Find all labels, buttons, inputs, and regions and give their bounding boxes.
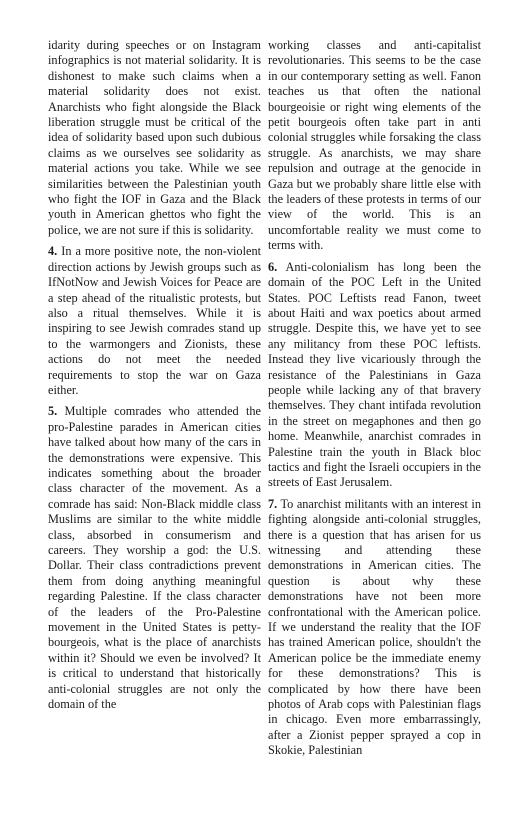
paragraph-6: [268, 260, 481, 491]
paragraph-7: [268, 497, 481, 759]
paragraph-continuation: [268, 38, 481, 254]
paragraph-text: In a more positive note, the non-violent direction actions by Jewish groups such as IfNotNow and Jewish Voices for Peace are a step ahead of the ritualistic protests, but also a ritual themselves. While it is inspiring to see Jewish comrades stand up to the warmongers and Zionists, these actions do not meet the needed requirements to stop the war on Gaza either.: [48, 244, 262, 397]
paragraph-number: 6.: [268, 259, 278, 274]
left-column: [48, 38, 261, 718]
paragraph-5: [48, 404, 261, 712]
paragraph-text: Multiple comrades who attended the pro-Palestine parades in American cities have talked about how many of the cars in the demonstrations were expensive. This indicates something about the broader class character of the movement. As a comrade has said: Non-Black middle class Muslims are similar to the white middle class, absorbed in consumerism and careers. They worship a god: the U.S. Dollar. Their class contradictions prevent them from doing anything meaningful regarding Palestine. If the class character of the leaders of the Pro-Palestine movement in the United States is petty-bourgeois, what is the place of anarchists within it? Should we even be involved? It is critical to understand that historically anti-colonial struggles are not only the domain of the: [48, 404, 262, 712]
paragraph-text: idarity during speeches or on Instagram infographics is not material solidarity. It is dishonest to make such claims when a material solidarity does not exist. Anarchists who fight alongside the Black liberation struggle must be critical of the idea of solidarity based upon such dubious claims as we ourselves see solidarity as material actions you take. While we see similarities between the Palestinian youth who fight the IOF in Gaza and the Black youth in American ghettos who fight the police, we are not sure if this is solidarity.: [48, 38, 261, 237]
paragraph-number: 5.: [48, 404, 58, 419]
paragraph-number: 7.: [268, 496, 278, 511]
paragraph-text: Anti-colonialism has long been the domain of the POC Left in the United States. POC Leftists read Fanon, tweet about Haiti and wax poetics about armed struggle. Despite this, we have yet to see any militancy from these POC leftists. Instead they live vicariously through the resistance of the Palestinians in Gaza people while lacking any of that bravery themselves. They chant intifada revolution in the street on megaphones and then go home. Meanwhile, anarchist comrades in Palestine train the youth in Black bloc tactics and fight the Israeli occupiers in the streets of East Jerusalem.: [268, 259, 481, 490]
paragraph-text: working classes and anti-capitalist revolutionaries. This seems to be the case in our contemporary setting as well. Fanon teaches us that often the national bourgeoisie or right wing elements of the petit bourgeois often take part in anti colonial struggles while forsaking the class struggle. As anarchists, we may share repulsion and outrage at the genocide in Gaza but we probably share little else with the leaders of these protests in terms of our view of the world. This is an uncomfortable reality we must come to terms with.: [268, 38, 481, 253]
paragraph-number: 4.: [48, 244, 58, 259]
paragraph-continuation: [48, 38, 261, 238]
right-column: [268, 38, 481, 765]
paragraph-text: To anarchist militants with an interest in fighting alongside anti-colonial struggles, there is a question that has arisen for us witnessing and attending these demonstrations in American cities. The question is about why these demonstrations have not been more confrontational with the American police. If we understand the reality that the IOF has trained American police, shouldn't the American police be the immediate enemy for these demonstrations? This is complicated by how there have been photos of Arab cops with Palestinian flags in chicago. Even more embarrassingly, after a Zionist pepper sprayed a cop in Skokie, Palestinian: [268, 496, 481, 758]
paragraph-4: [48, 244, 261, 398]
